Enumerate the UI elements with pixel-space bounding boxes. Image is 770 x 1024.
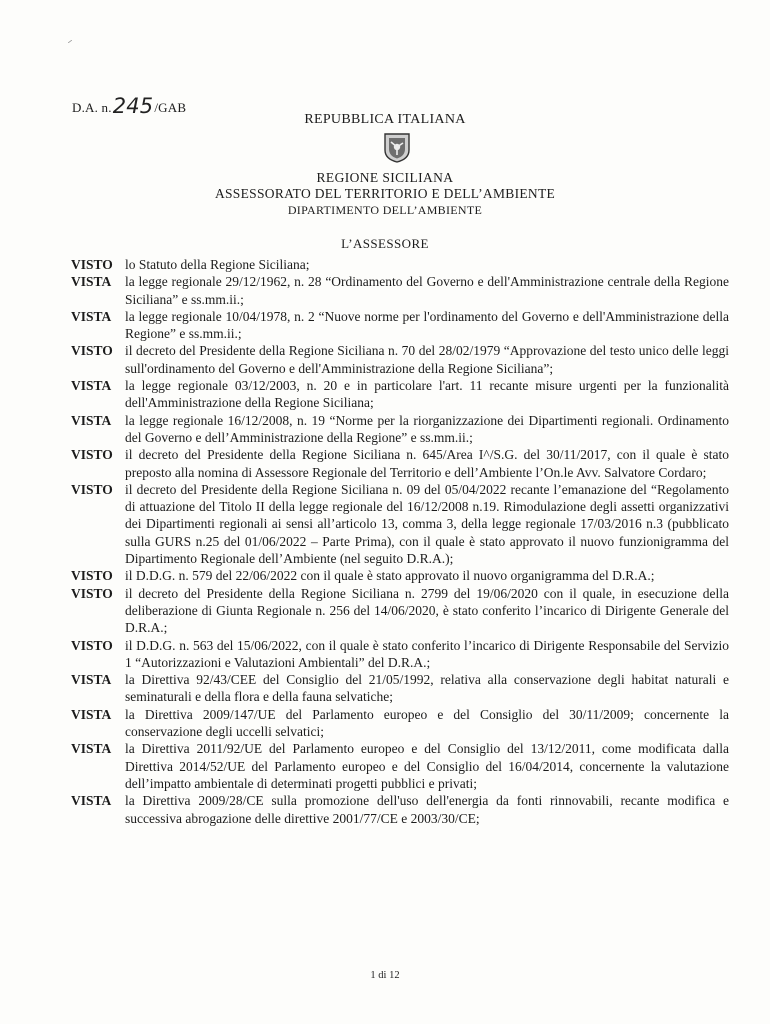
recital-text: la legge regionale 29/12/1962, n. 28 “Ordinamento del Governo e dell'Amministrazione centrale della Regione Siciliana” e ss.mm.ii.;: [125, 274, 729, 307]
recital-item: [71, 585, 729, 637]
recital-keyword: VISTO: [71, 343, 113, 359]
recital-keyword: VISTA: [71, 793, 112, 809]
page-number: 1 di 12: [370, 970, 400, 981]
recital-item: [71, 706, 729, 741]
recitals-list: [71, 256, 729, 827]
recital-keyword: VISTO: [71, 585, 113, 601]
recital-text: il decreto del Presidente della Regione Siciliana n. 2799 del 19/06/2020 con il quale, in esecuzione della deliberazione di Giunta Regionale n. 256 del 14/06/2020, è stato conferito l’incarico di Dirigente Generale del D.R.A.;: [125, 585, 729, 636]
recital-text: la legge regionale 10/04/1978, n. 2 “Nuove norme per l'ordinamento del Governo e dell'Amministrazione della Regione” e ss.mm.ii.;: [125, 308, 729, 342]
recital-keyword: VISTO: [71, 481, 113, 497]
recital-item: [71, 273, 729, 308]
recital-keyword: VISTA: [71, 706, 112, 722]
sicily-emblem-icon: [383, 133, 411, 163]
recital-item: [71, 671, 729, 706]
recital-keyword: VISTA: [71, 274, 112, 290]
recital-keyword: VISTO: [71, 447, 113, 463]
recital-text: lo Statuto della Regione Siciliana;: [125, 257, 310, 272]
recital-text: la Direttiva 2011/92/UE del Parlamento europeo e del Consiglio del 13/12/2011, come modificata dalla Direttiva 2014/52/UE del Parlamento europeo e del Consiglio del 16/04/2014, concernente la valutazione dell’impatto ambientale di determinati progetti pubblici e privati;: [125, 741, 729, 791]
recital-text: il decreto del Presidente della Regione Siciliana n. 70 del 28/02/1979 “Approvazione del testo unico delle leggi sull'ordinamento del Governo e dell'Amministrazione della Regione Siciliana”;: [125, 343, 729, 376]
republic-heading: REPUBBLICA ITALIANA: [304, 112, 466, 127]
assessorato-heading: ASSESSORATO DEL TERRITORIO E DELL’AMBIENTE: [214, 186, 556, 201]
recital-text: la legge regionale 03/12/2003, n. 20 e in particolare l'art. 11 recante misure urgenti per la funzionalità dell'Amministrazione della Regione Siciliana;: [125, 378, 729, 411]
recital-keyword: VISTA: [71, 412, 112, 428]
scan-mark: [68, 40, 72, 43]
recital-keyword: VISTO: [71, 637, 113, 653]
recital-item: [71, 446, 729, 481]
recital-text: il D.D.G. n. 563 del 15/06/2022, con il quale è stato conferito l’incarico di Dirigente Responsabile del Servizio 1 “Autorizzazioni e Valutazioni Ambientali” del D.R.A.;: [125, 637, 729, 670]
recital-item: [71, 567, 729, 584]
department-heading: DIPARTIMENTO DELL’AMBIENTE: [287, 203, 483, 217]
recital-item: [71, 308, 729, 343]
recital-keyword: VISTA: [71, 672, 112, 688]
recital-keyword: VISTO: [71, 568, 113, 584]
recital-item: [71, 740, 729, 792]
recital-keyword: VISTA: [71, 741, 112, 757]
recital-text: il D.D.G. n. 579 del 22/06/2022 con il quale è stato approvato il nuovo organigramma del D.R.A.;: [125, 568, 655, 584]
recital-item: [71, 256, 729, 273]
recital-text: la Direttiva 2009/28/CE sulla promozione dell'uso dell'energia da fonti rinnovabili, recante modifica e successiva abrogazione delle direttive 2001/77/CE e 2003/30/CE;: [125, 793, 729, 826]
recital-item: [71, 342, 729, 377]
recital-text: la Direttiva 92/43/CEE del Consiglio del 21/05/1992, relativa alla conservazione degli habitat naturali e seminaturali e della flora e della fauna selvatiche;: [125, 672, 729, 705]
recital-text: la Direttiva 2009/147/UE del Parlamento europeo e del Consiglio del 30/11/2009; concernente la conservazione degli uccelli selvatici;: [125, 706, 729, 740]
recital-item: [71, 412, 729, 447]
assessore-heading: L’ASSESSORE: [341, 236, 429, 251]
recital-text: il decreto del Presidente della Regione Siciliana n. 09 del 05/04/2022 recante l’emanazione del “Regolamento di attuazione del Titolo II della legge regionale del 16/12/2008 n.19. Rimodulazione degli assetti organizzativi dei Dipartimenti regionali ai sensi all’articolo 13, comma 3, della legge regionale 17/03/2016 n.3 (pubblicato sulla GURS n.25 del 01/06/2022 – Parte Prima), con il quale è stato approvato il nuovo funzionigramma del Dipartimento Regionale dell’Ambiente (nel seguito D.R.A.);: [125, 481, 729, 567]
region-heading: REGIONE SICILIANA: [316, 170, 454, 185]
recital-item: [71, 792, 729, 827]
recital-keyword: VISTO: [71, 257, 113, 272]
recital-text: la legge regionale 16/12/2008, n. 19 “Norme per la riorganizzazione dei Dipartimenti regionali. Ordinamento del Governo e dell’Amministrazione della Regione” e ss.mm.ii.;: [125, 412, 729, 445]
recital-keyword: VISTA: [71, 308, 112, 324]
decree-number-handwritten: 245: [112, 94, 154, 118]
recital-keyword: VISTA: [71, 378, 112, 394]
recital-item: [71, 481, 729, 567]
recital-text: il decreto del Presidente della Regione Siciliana n. 645/Area I^/S.G. del 30/11/2017, con il quale è stato preposto alla nomina di Assessore Regionale del Territorio e dell’Ambiente l’On.le Avv. Salvatore Cordaro;: [125, 447, 729, 480]
decree-prefix: D.A. n.: [72, 100, 112, 115]
recital-item: [71, 377, 729, 412]
decree-suffix: /GAB: [154, 100, 187, 115]
recital-item: [71, 637, 729, 672]
